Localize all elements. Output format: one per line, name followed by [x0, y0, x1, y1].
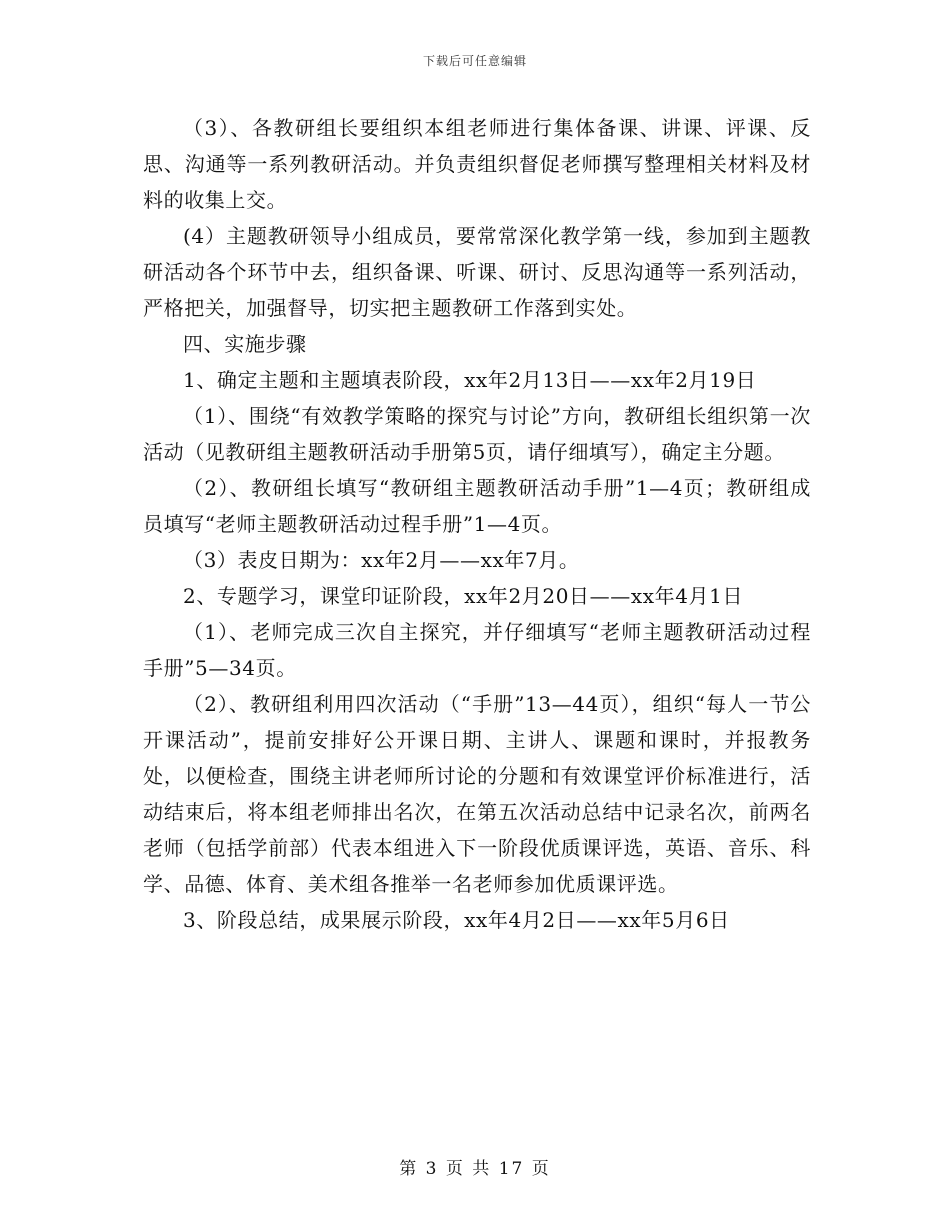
section-heading: 四、实施步骤 [183, 332, 307, 356]
document-body [143, 110, 811, 938]
step-1-item-2: （2）、教研组长填写“教研组主题教研活动手册”1—4页；教研组成员填写“老师主题教研活动过程手册”1—4页。 [143, 476, 811, 536]
step-2-heading: 2、专题学习，课堂印证阶段，xx年2月20日——xx年4月1日 [183, 584, 744, 608]
step-1-item-1: （1）、围绕“有效教学策略的探究与讨论”方向，教研组长组织第一次活动（见教研组主题教研活动手册第5页，请仔细填写），确定主分题。 [143, 404, 811, 464]
step-3-heading: 3、阶段总结，成果展示阶段，xx年4月2日——xx年5月6日 [183, 908, 730, 932]
page-header: 下载后可任意编辑 [422, 54, 527, 68]
paragraph-1: （3）、各教研组长要组织本组老师进行集体备课、讲课、评课、反思、沟通等一系列教研活动。并负责组织督促老师撰写整理相关材料及材料的收集上交。 [143, 116, 811, 212]
step-1-heading: 1、确定主题和主题填表阶段，xx年2月13日——xx年2月19日 [183, 368, 757, 392]
step-1-item-3: （3）表皮日期为：xx年2月——xx年7月。 [183, 548, 580, 572]
page-footer: 第 3 页 共 17 页 [399, 1159, 551, 1179]
paragraph-2: (4）主题教研领导小组成员，要常常深化教学第一线，参加到主题教研活动各个环节中去，组织备课、听课、研讨、反思沟通等一系列活动，严格把关，加强督导，切实把主题教研工作落到实处。 [143, 224, 811, 320]
step-2-item-1: （1）、老师完成三次自主探究，并仔细填写“老师主题教研活动过程手册”5—34页。 [143, 620, 811, 680]
step-2-item-2: （2）、教研组利用四次活动（“手册”13—44页），组织“每人一节公开课活动”，提前安排好公开课日期、主讲人、课题和课时，并报教务处，以便检查，围绕主讲老师所讨论的分题和有效课堂评价标准进行，活动结束后，将本组老师排出名次，在第五次活动总结中记录名次，前两名老师（包括学前部）代表本组进入下一阶段优质课评选，英语、音乐、科学、品德、体育、美术组各推举一名老师参加优质课评选。 [143, 692, 811, 896]
